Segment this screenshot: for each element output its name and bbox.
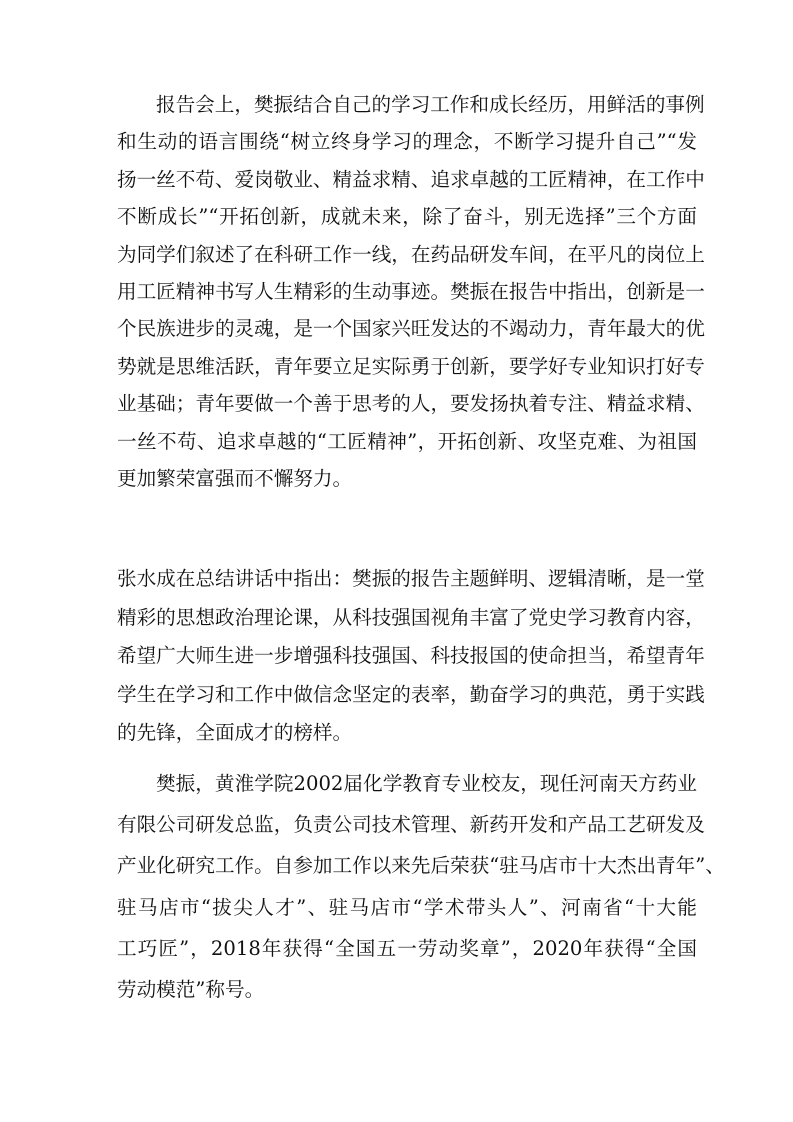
text-line: 的先锋，全面成才的榜样。 bbox=[117, 721, 353, 745]
text-line: 精彩的思想政治理论课，从科技强国视角丰富了党史学习教育内容， bbox=[117, 605, 705, 629]
text-line: 报告会上，樊振结合自己的学习工作和成长经历，用鲜活的事例 bbox=[156, 93, 705, 116]
text-line: 劳动模范”称号。 bbox=[117, 978, 265, 1002]
text-line: 和生动的语言围绕“树立终身学习的理念，不断学习提升自己”“发 bbox=[117, 130, 697, 154]
text-line: 更加繁荣富强而不懈努力。 bbox=[117, 467, 353, 491]
text-line: 工巧匠”，2018年获得“全国五一劳动奖章”，2020年获得“全国 bbox=[117, 936, 697, 960]
text-line: 业基础；青年要做一个善于思考的人，要发扬执着专注、精益求精、 bbox=[117, 392, 705, 416]
text-line: 学生在学习和工作中做信念坚定的表率，勤奋学习的典范，勇于实践 bbox=[117, 682, 705, 706]
text-line: 产业化研究工作。自参加工作以来先后荣获“驻马店市十大杰出青年”、 bbox=[117, 854, 725, 878]
text-line: 不断成长”“开拓创新，成就未来，除了奋斗，别无选择”三个方面 bbox=[117, 205, 697, 229]
text-line: 张水成在总结讲话中指出：樊振的报告主题鲜明、逻辑清晰，是一堂 bbox=[117, 567, 705, 590]
paragraph-report-meeting bbox=[117, 86, 705, 497]
text-line: 个民族进步的灵魂，是一个国家兴旺发达的不竭动力，青年最大的优 bbox=[117, 317, 705, 341]
text-line: 有限公司研发总监，负责公司技术管理、新药开发和产品工艺研发及 bbox=[117, 813, 705, 837]
paragraph-summary-speech bbox=[117, 560, 705, 753]
text-line: 为同学们叙述了在科研工作一线，在药品研发车间，在平凡的岗位上 bbox=[117, 242, 705, 266]
text-line: 驻马店市“拔尖人才”、驻马店市“学术带头人”、河南省“十大能 bbox=[117, 895, 697, 919]
text-line: 势就是思维活跃，青年要立足实际勇于创新，要学好专业知识打好专 bbox=[117, 354, 705, 378]
paragraph-biography bbox=[117, 763, 725, 1010]
text-line: 用工匠精神书写人生精彩的生动事迹。樊振在报告中指出，创新是一 bbox=[117, 280, 705, 304]
text-line: 樊振，黄淮学院2002届化学教育专业校友，现任河南天方药业 bbox=[156, 772, 697, 795]
text-line: 希望广大师生进一步增强科技强国、科技报国的使命担当，希望青年 bbox=[117, 644, 705, 668]
text-line: 一丝不苟、追求卓越的“工匠精神”，开拓创新、攻坚克难、为祖国 bbox=[117, 429, 697, 453]
text-line: 扬一丝不苟、爱岗敬业、精益求精、追求卓越的工匠精神，在工作中 bbox=[117, 167, 705, 191]
